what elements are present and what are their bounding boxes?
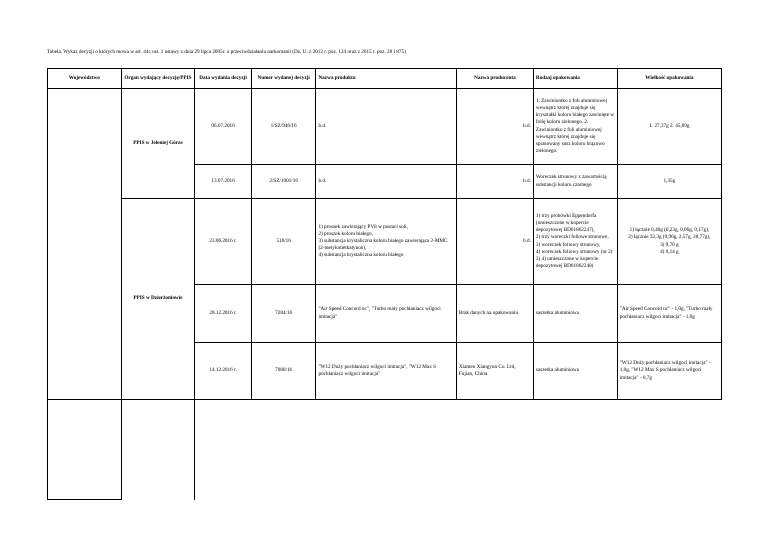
cell-empty: [251, 400, 316, 500]
header-produkt: Nazwa produktu: [316, 69, 456, 89]
cell-producent: b.d.: [456, 199, 533, 285]
cell-data: 13.07.2016: [195, 165, 252, 199]
cell-empty: [316, 400, 456, 500]
table-row: [48, 89, 722, 165]
cell-numer: 2/SZ/1001/16: [251, 165, 316, 199]
cell-numer: 1/SZ/946/16: [251, 89, 316, 165]
cell-opakowanie: saszetka aluminiowa: [533, 343, 617, 400]
cell-data: 14.12.2016 r.: [195, 343, 252, 400]
cell-empty: [195, 400, 252, 500]
cell-wielkosc: 1. 27,37g 2. 45,89g: [617, 89, 721, 165]
cell-data: 28.12.2016 r.: [195, 285, 252, 343]
cell-wielkosc: "Air Speed Concord nc" - 1,0g, "Turbo mały pochłaniacz wilgoci imitacja" - 1,0g: [617, 285, 721, 343]
cell-opakowanie: 1. Zawiniontko z foli aluminiowej wewnątrz której znajduje się kryształki koloru białego zawinięte w folię koloru zielonego. 2. Zawiniontko z foli aluminiowej wewnątrz której znajduje się sprasowany susz koloru brązowo zielonego.: [533, 89, 617, 165]
cell-producent: b.d.: [456, 89, 533, 165]
cell-empty: [121, 400, 195, 500]
cell-producent: Brak danych na opakowaniu: [456, 285, 533, 343]
cell-empty: [533, 400, 617, 500]
header-producent: Nazwa producenta: [456, 69, 533, 89]
cell-opakowanie: Woreczek strunowy z zawartością substancji koloru czarnego: [533, 165, 617, 199]
cell-produkt: "Air Speed Concord nc", "Turbo mały pochłaniacz wilgoci imitacja": [316, 285, 456, 343]
cell-wielkosc: 1) łącznie 0,46g (0,23g, 0,06g, 0,17g), 2) łącznie 32,3g (0,96g, 2,57g, 28,77g), 3) 9,70 g 4) 0,14 g: [617, 199, 721, 285]
cell-opakowanie: 1) trzy probówki Eppendorfa (umieszczone w kopercie depozytowej BD01862247), 2) trzy woreczki foliowe strunowe, 3) woreczek foliowy strunowy, 4) woreczek foliowy strunowy (nr 2) 3) 4) umieszczone w kopercie depozytowej BD01862248): [533, 199, 617, 285]
cell-opakowanie: saszetka aluminiowa: [533, 285, 617, 343]
cell-wielkosc: 1,35g: [617, 165, 721, 199]
cell-producent: b.d.: [456, 165, 533, 199]
header-wielkosc: Wielkość opakowania: [617, 69, 721, 89]
cell-numer: 7080/16: [251, 343, 316, 400]
header-organ: Organ wydający decyzję/PPIS: [121, 69, 195, 89]
cell-data: 06.07.2016: [195, 89, 252, 165]
header-opakowanie: Rodzaj opakowania: [533, 69, 617, 89]
cell-produkt: "W12 Duży pochłaniacz wilgoci imitacja", "W12 Max S pochłaniacz wilgoci imitacja": [316, 343, 456, 400]
table-row-continued: [48, 400, 722, 500]
cell-numer: 7284/16: [251, 285, 316, 343]
cell-organ: PPIS w Jeleniej Górze: [121, 89, 195, 199]
cell-wojewodztwo: [48, 89, 122, 400]
cell-data: 23.06.2016 r.: [195, 199, 252, 285]
table-caption: Tabela. Wykaz decyzji o których mowa w art. 44c ust. 1 ustawy z dnia 29 lipca 2005r. o przeciwdziałaniu narkomanii (Dz. U. z 2012 r. poz. 124 oraz z 2015 r. poz. 28 i 875): [47, 49, 406, 55]
cell-wielkosc: "W12 Duży pochłaniacz wilgoci imitacja" - 1,0g, "W12 Max S pochłaniacz wilgoci imitacja" - 0,7g: [617, 343, 721, 400]
cell-empty: [617, 400, 721, 500]
cell-numer: 518/16: [251, 199, 316, 285]
header-numer: Numer wydanej decyzji: [251, 69, 316, 89]
cell-empty: [48, 400, 122, 500]
header-row: [48, 69, 722, 89]
decisions-table: [47, 68, 722, 500]
cell-produkt: b.d.: [316, 165, 456, 199]
header-wojewodztwo: Województwo: [48, 69, 122, 89]
cell-organ: PPIS w Dzierżoniowie: [121, 199, 195, 400]
table-row: [48, 199, 722, 285]
cell-produkt: b.d.: [316, 89, 456, 165]
header-data: Data wydania decyzji: [195, 69, 252, 89]
cell-empty: [456, 400, 533, 500]
cell-produkt: 1) proszek zawierający PV8 w postaci soli, 2) proszek koloru białego, 3) substancja krystaliczna koloru białego zawierająca 2-MMC (2-metylometkatynon), 4) substancja krystaliczna koloru białego: [316, 199, 456, 285]
cell-producent: Xiamen Xiangyun Co. Ltd, Fujian, China: [456, 343, 533, 400]
